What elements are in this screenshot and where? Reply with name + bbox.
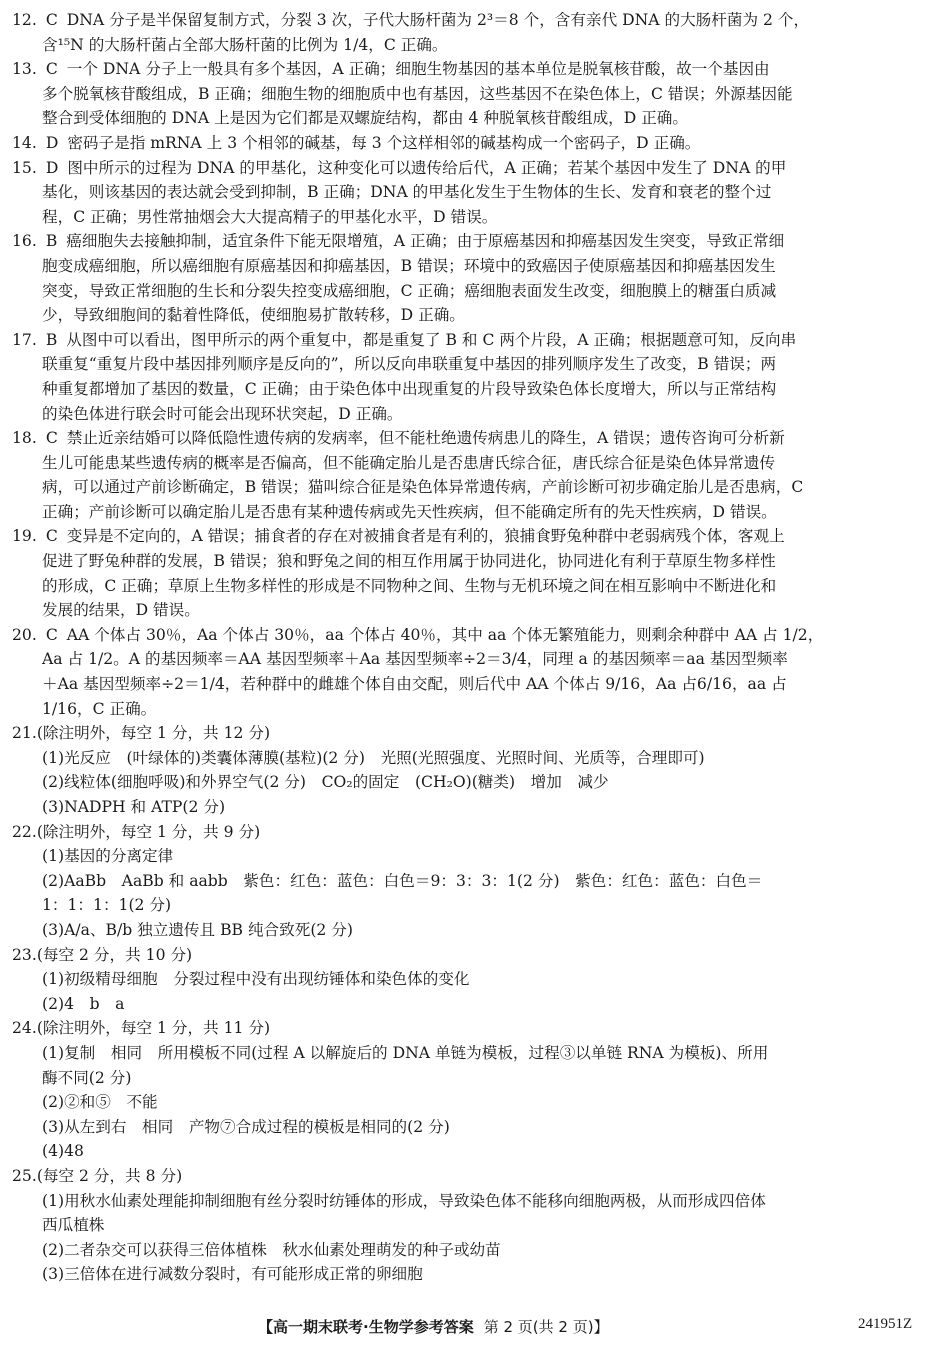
- explanation-text: AA 个体占 30％，Aa 个体占 30％，aa 个体占 40％，其中 aa 个体无繁殖能力，则剩余种群中 AA 占 1/2，: [66, 625, 824, 644]
- explanation-text: 促进了野兔种群的发展，B 错误；狼和野兔之间的相互作用属于协同进化，协同进化有利于草原生物多样性: [42, 552, 776, 571]
- question-21: [12, 721, 912, 819]
- explanation-text: 整合到受体细胞的 DNA 上是因为它们都是双螺旋结构，都由 4 种脱氧核苷酸组成，D 正确。: [42, 109, 688, 128]
- sub-answer: (2)②和⑤ 不能: [42, 1093, 158, 1112]
- explanation-text: 基化，则该基因的表达就会受到抑制，B 正确；DNA 的甲基化发生于生物体的生长、发育和衰老的整个过: [42, 183, 772, 202]
- question-answer: D: [45, 133, 59, 152]
- question-answer: B: [45, 330, 58, 349]
- question-answer: C: [45, 429, 58, 448]
- question-number: 22.: [12, 822, 37, 841]
- question-line: [12, 721, 912, 746]
- explanation-text: 禁止近亲结婚可以降低隐性遗传病的发病率，但不能杜绝遗传病患儿的降生，A 错误；遗传咨询可分析新: [66, 429, 785, 448]
- explanation-text: 发展的结果，D 错误。: [42, 601, 200, 620]
- question-number: 19.: [12, 527, 37, 546]
- question-answer: D: [45, 158, 59, 177]
- question-line: [12, 1016, 912, 1041]
- question-18: [12, 426, 912, 524]
- question-number: 14.: [12, 133, 37, 152]
- answer-content: [12, 8, 912, 1287]
- explanation-text: Aa 占 1/2。A 的基因频率＝AA 基因型频率＋Aa 基因型频率÷2＝3/4，同理 a 的基因频率＝aa 基因型频率: [42, 650, 788, 669]
- question-line: [12, 623, 912, 648]
- sub-answer: (1)初级精母细胞 分裂过程中没有出现纺锤体和染色体的变化: [42, 970, 470, 989]
- question-line: [12, 156, 912, 181]
- question-14: [12, 131, 912, 156]
- explanation-text: 变异是不定向的，A 错误；捕食者的存在对被捕食者是有利的，狼捕食野兔种群中老弱病残个体，客观上: [66, 527, 785, 546]
- explanation-text: 从图中可以看出，图甲所示的两个重复中，都是重复了 B 和 C 两个片段，A 正确；根据题意可知，反向串: [66, 330, 797, 349]
- explanation-text: 癌细胞失去接触抑制，适宜条件下能无限增殖，A 正确；由于原癌基因和抑癌基因发生突变，导致正常细: [66, 232, 785, 251]
- question-answer: C: [45, 11, 58, 29]
- scoring-note: (除注明外，每空 1 分，共 12 分): [36, 724, 271, 743]
- sub-answer: (2)AaBb AaBb 和 aabb 紫色：红色：蓝色：白色＝9：3：3：1(2 分) 紫色：红色：蓝色：白色＝: [42, 871, 763, 890]
- sub-answer: (1)用秋水仙素处理能抑制细胞有丝分裂时纺锤体的形成，导致染色体不能移向细胞两极，从而形成四倍体: [42, 1191, 766, 1210]
- question-line: [12, 131, 912, 156]
- question-19: [12, 524, 912, 622]
- explanation-text: DNA 分子是半保留复制方式，分裂 3 次，子代大肠杆菌为 2³＝8 个，含有亲代 DNA 的大肠杆菌为 2 个，: [66, 11, 810, 29]
- question-line: [12, 943, 912, 968]
- scoring-note: (除注明外，每空 1 分，共 9 分): [36, 822, 261, 841]
- question-number: 18.: [12, 429, 37, 448]
- scoring-note: (每空 2 分，共 10 分): [36, 945, 193, 964]
- question-line: [12, 229, 912, 254]
- scoring-note: (每空 2 分，共 8 分): [36, 1166, 183, 1185]
- page-footer: [0, 1316, 950, 1342]
- question-number: 13.: [12, 60, 37, 79]
- question-number: 20.: [12, 625, 37, 644]
- question-line: [12, 426, 912, 451]
- explanation-text: 的形成，C 正确；草原上生物多样性的形成是不同物种之间、生物与无机环境之间在相互影响中不断进化和: [42, 576, 777, 595]
- sub-answer: (1)基因的分离定律: [42, 847, 174, 866]
- question-22: [12, 820, 912, 943]
- sub-answer: (1)光反应 (叶绿体的)类囊体薄膜(基粒)(2 分) 光照(光照强度、光照时间、光质等，合理即可): [42, 748, 705, 767]
- question-number: 25.: [12, 1166, 37, 1185]
- explanation-text: 一个 DNA 分子上一般具有多个基因，A 正确；细胞生物基因的基本单位是脱氧核苷酸，故一个基因由: [66, 60, 770, 79]
- sub-answer: (3)A/a、B/b 独立遗传且 BB 纯合致死(2 分): [42, 920, 353, 939]
- question-line: [12, 8, 912, 33]
- sub-answer: (3)NADPH 和 ATP(2 分): [42, 798, 226, 816]
- question-line: [12, 820, 912, 845]
- sub-answer: (3)三倍体在进行减数分裂时，有可能形成正常的卵细胞: [42, 1265, 423, 1284]
- question-17: [12, 328, 912, 426]
- explanation-text: 少，导致细胞间的黏着性降低，使细胞易扩散转移，D 正确。: [42, 306, 465, 325]
- sub-answer: (2)二者杂交可以获得三倍体植株 秋水仙素处理萌发的种子或幼苗: [42, 1240, 501, 1259]
- sub-answer: (1)复制 相同 所用模板不同(过程 A 以解旋后的 DNA 单链为模板，过程③以单链 RNA 为模板)、所用: [42, 1043, 769, 1062]
- question-answer: C: [45, 527, 58, 546]
- question-16: [12, 229, 912, 327]
- question-number: 12.: [12, 11, 37, 29]
- sub-answer-continued: 酶不同(2 分): [42, 1068, 132, 1087]
- question-25: [12, 1164, 912, 1287]
- explanation-text: 突变，导致正常细胞的生长和分裂失控变成癌细胞，C 正确；癌细胞表面发生改变，细胞膜上的糖蛋白质减: [42, 281, 777, 300]
- explanation-text: 生儿可能患某些遗传病的概率是否偏高，但不能确定胎儿是否患唐氏综合征，唐氏综合征是染色体异常遗传: [42, 453, 775, 472]
- explanation-text: 程，C 正确；男性常抽烟会大大提高精子的甲基化水平，D 错误。: [42, 207, 498, 226]
- scoring-note: (除注明外，每空 1 分，共 11 分): [36, 1019, 271, 1038]
- question-answer: C: [45, 60, 58, 79]
- explanation-text: 含¹⁵N 的大肠杆菌占全部大肠杆菌的比例为 1/4，C 正确。: [42, 35, 448, 54]
- sub-answer-continued: 西瓜植株: [42, 1216, 105, 1235]
- question-number: 23.: [12, 945, 37, 964]
- question-15: [12, 156, 912, 230]
- question-12: [12, 8, 912, 57]
- footer-code: 241951Z: [858, 1316, 913, 1332]
- question-number: 17.: [12, 330, 37, 349]
- question-answer: B: [45, 232, 58, 251]
- explanation-text: ＋Aa 基因型频率÷2＝1/4，若种群中的雌雄个体自由交配，则后代中 AA 个体占 9/16，Aa 占6/16，aa 占: [42, 675, 787, 694]
- footer-title: [258, 1316, 609, 1337]
- question-13: [12, 57, 912, 131]
- explanation-text: 的染色体进行联会时可能会出现环状突起，D 正确。: [42, 404, 403, 423]
- explanation-text: 图中所示的过程为 DNA 的甲基化，这种变化可以遗传给后代，A 正确；若某个基因中发生了 DNA 的甲: [67, 158, 787, 177]
- explanation-text: 种重复都增加了基因的数量，C 正确；由于染色体中出现重复的片段导致染色体长度增大，所以与正常结构: [42, 379, 777, 398]
- explanation-text: 病，可以通过产前诊断确定，B 错误；猫叫综合征是染色体异常遗传病，产前诊断可初步确定胎儿是否患病，C: [42, 478, 804, 497]
- question-line: [12, 57, 912, 82]
- sub-answer-continued: 1：1：1：1(2 分): [42, 896, 172, 915]
- footer-page-number: 第 2 页(共 2 页)】: [483, 1318, 609, 1336]
- question-24: [12, 1016, 912, 1164]
- question-answer: C: [45, 625, 58, 644]
- footer-title-text: 【高一期末联考·生物学参考答案: [258, 1318, 474, 1336]
- sub-answer: (3)从左到右 相同 产物⑦合成过程的模板是相同的(2 分): [42, 1117, 450, 1136]
- question-number: 16.: [12, 232, 37, 251]
- question-line: [12, 1164, 912, 1189]
- question-20: [12, 623, 912, 721]
- explanation-text: 联重复“重复片段中基因排列顺序是反向的”，所以反向串联重复中基因的排列顺序发生了改变，B 错误；两: [42, 355, 777, 374]
- explanation-text: 密码子是指 mRNA 上 3 个相邻的碱基，每 3 个这样相邻的碱基构成一个密码子，D 正确。: [67, 133, 701, 152]
- sub-answer: (2)线粒体(细胞呼吸)和外界空气(2 分) CO₂的固定 (CH₂O)(糖类) 增加 减少: [42, 773, 609, 792]
- explanation-text: 胞变成癌细胞，所以癌细胞有原癌基因和抑癌基因，B 错误；环境中的致癌因子使原癌基因和抑癌基因发生: [42, 256, 776, 275]
- explanation-text: 1/16，C 正确。: [42, 699, 157, 718]
- question-line: [12, 328, 912, 353]
- sub-answer: (2)4 b a: [42, 994, 125, 1013]
- question-number: 15.: [12, 158, 37, 177]
- question-23: [12, 943, 912, 1017]
- explanation-text: 多个脱氧核苷酸组成，B 正确；细胞生物的细胞质中也有基因，这些基因不在染色体上，C 错误；外源基因能: [42, 84, 793, 103]
- question-number: 24.: [12, 1019, 37, 1038]
- explanation-text: 正确；产前诊断可以确定胎儿是否患有某种遗传病或先天性疾病，但不能确定所有的先天性疾病，D 错误。: [42, 502, 777, 521]
- sub-answer: (4)48: [42, 1142, 84, 1161]
- question-line: [12, 524, 912, 549]
- question-number: 21.: [12, 724, 37, 743]
